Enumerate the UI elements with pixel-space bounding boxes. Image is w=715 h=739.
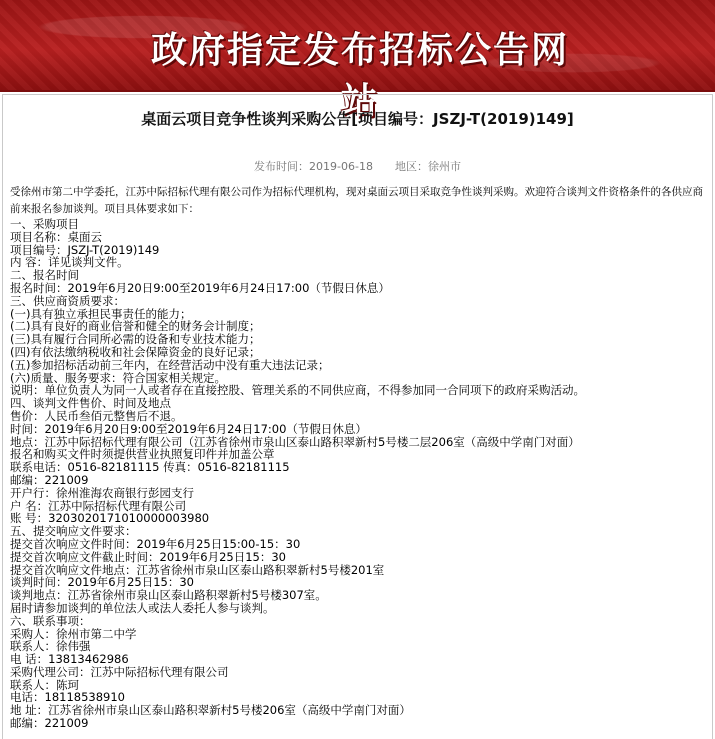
- article-line: 电话：18118538910: [10, 690, 125, 705]
- article-line: 说明：单位负责人为同一人或者存在直接控股、管理关系的不同供应商，不得参加同一合同项下的政府采购活动。: [10, 383, 585, 398]
- article-line: (一)具有独立承担民事责任的能力；: [10, 306, 192, 321]
- article-line: 报名时间：2019年6月20日9:00至2019年6月24日17:00（节假日休息）: [10, 280, 390, 295]
- article-line: 联系人：徐伟强: [10, 639, 91, 654]
- banner-title: 政府指定发布招标公告网站: [150, 29, 569, 122]
- article-line: 采购代理公司：江苏中际招标代理有限公司: [10, 664, 229, 679]
- article-line: (二)具有良好的商业信誉和健全的财务会计制度；: [10, 319, 261, 334]
- article-line: 二、报名时间: [10, 268, 79, 283]
- article-line: 届时请参加谈判的单位法人或法人委托人参与谈判。: [10, 600, 275, 615]
- article-line: 三、供应商资质要求：: [10, 293, 125, 308]
- article-line: 提交首次响应文件时间：2019年6月25日15:00-15：30: [10, 536, 301, 551]
- article-line: 地点：江苏中际招标代理有限公司（江苏省徐州市泉山区泰山路积翠新村5号楼二层206室（高级中学南门对面）: [10, 434, 580, 449]
- article-line: (三)具有履行合同所必需的设备和专业技术能力；: [10, 332, 261, 347]
- article-line: 邮编：221009: [10, 472, 89, 487]
- article-line: 提交首次响应文件地点：江苏省徐州市泉山区泰山路积翠新村5号楼201室: [10, 562, 385, 577]
- article-body: [10, 218, 710, 730]
- article-line: 六、联系事项：: [10, 613, 91, 628]
- article-line: 地 址：江苏省徐州市泉山区泰山路积翠新村5号楼206室（高级中学南门对面）: [10, 703, 411, 718]
- article-line: 项目名称：桌面云: [10, 229, 102, 244]
- article-line: 采购人：徐州市第二中学: [10, 626, 137, 641]
- article-line: (六)质量、服务要求：符合国家相关规定。: [10, 370, 226, 385]
- article-line: 四、谈判文件售价、时间及地点: [10, 396, 171, 411]
- article-line: 邮编：221009: [10, 716, 89, 731]
- article-line: 联系人：陈珂: [10, 677, 79, 692]
- article-line: (五)参加招标活动前三年内，在经营活动中没有重大违法记录；: [10, 357, 330, 372]
- region-value: 徐州市: [427, 160, 461, 173]
- article-line: 账 号：3203020171010000003980: [10, 511, 210, 526]
- article-line: 报名和购买文件时须提供营业执照复印件并加盖公章: [10, 447, 275, 462]
- publish-date: 2019-06-18: [309, 160, 373, 173]
- article-line: 提交首次响应文件截止时间：2019年6月25日15：30: [10, 549, 286, 564]
- article-intro: 受徐州市第二中学委托，江苏中际招标代理有限公司作为招标代理机构，现对桌面云项目采取竞争性谈判采购。欢迎符合谈判文件资格条件的各供应商前来报名参加谈判。项目具体要求如下：: [10, 186, 703, 215]
- article-line: (四)有依法缴纳税收和社会保障资金的良好记录；: [10, 344, 261, 359]
- article-line: 一、采购项目: [10, 217, 79, 231]
- article-line: 户 名：江苏中际招标代理有限公司: [10, 498, 187, 513]
- article-line: 项目编号：JSZJ-T(2019)149: [10, 242, 160, 257]
- article-line: 电 话：13813462986: [10, 652, 129, 667]
- article-meta: [0, 158, 715, 174]
- article-line: 售价：人民币叁佰元整售后不退。: [10, 408, 183, 423]
- article-title: 桌面云项目竞争性谈判采购公告[项目编号：JSZJ-T(2019)149]: [141, 110, 574, 128]
- article-line: 开户行：徐州淮海农商银行彭园支行: [10, 485, 194, 500]
- article-line: 五、提交响应文件要求：: [10, 524, 137, 539]
- region-label: 地区：: [394, 160, 428, 173]
- article-line: 时间：2019年6月20日9:00至2019年6月24日17:00（节假日休息）: [10, 421, 367, 436]
- article-line: 谈判地点：江苏省徐州市泉山区泰山路积翠新村5号楼307室。: [10, 588, 327, 603]
- publish-label: 发布时间：: [254, 160, 310, 173]
- article-line: 内 容：详见谈判文件。: [10, 255, 129, 270]
- article-line: 谈判时间：2019年6月25日15：30: [10, 575, 194, 590]
- article-line: 联系电话：0516-82181115 传真：0516-82181115: [10, 460, 290, 475]
